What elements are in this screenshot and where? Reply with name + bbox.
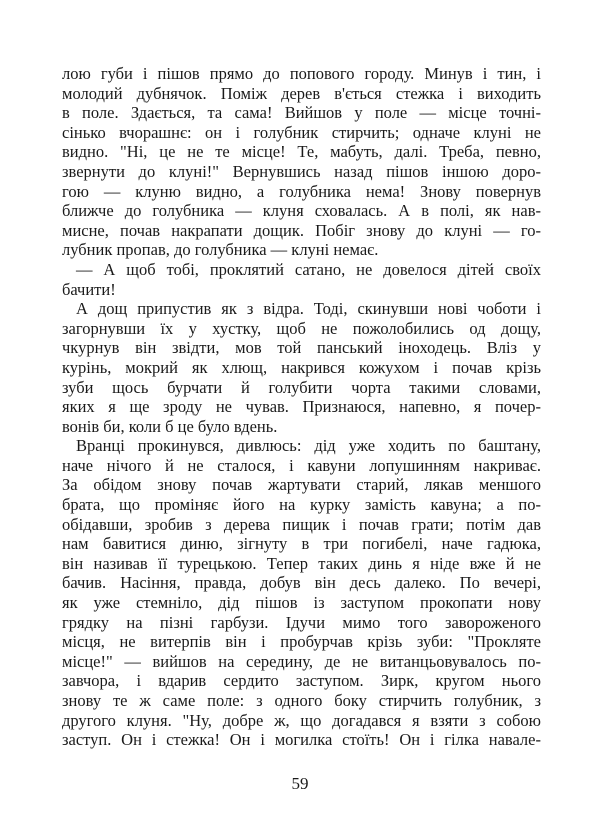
- text-line: молодий дубнячок. Поміж дерев в'ється стежка і виходить: [62, 83, 541, 103]
- text-line: другого клуня. "Ну, добре ж, що догадався я взяти з собою: [62, 710, 541, 730]
- text-line: яких я ще зроду не чував. Признаюся, напевно, я почер-: [62, 397, 541, 417]
- text-line: вонів би, коли б це було вдень.: [62, 416, 278, 436]
- text-line: ближче до голубника — клуня сховалась. А в полі, як нав-: [62, 201, 541, 221]
- text-line: гою — клуню видно, а голубника нема! Знову повернув: [62, 181, 541, 201]
- text-line: нам бавитися диню, зігнуту в три погибелі, наче гадюка,: [62, 534, 541, 554]
- text-line: За обідом знову почав жартувати старий, лякав меншого: [62, 475, 541, 495]
- text-line: А дощ припустив як з відра. Тоді, скинувши нові чоботи і: [76, 299, 541, 319]
- text-line: наче нічого й не сталося, і кавуни лопушинням накриває.: [62, 455, 541, 475]
- text-line: заступ. Он і стежка! Он і могилка стоїть! Он і гілка навале-: [62, 730, 541, 750]
- text-line: місце!" — вийшов на середину, де не витанцьовувалось по-: [62, 651, 541, 671]
- page-number: 59: [291, 774, 309, 793]
- text-line: як уже стемніло, дід пішов із заступом прокопати нову: [62, 593, 541, 613]
- text-line: сінько вчорашнє: он і голубник стирчить; одначе клуні не: [62, 122, 541, 142]
- text-line: місця, не витерпів він і пробурчав крізь зуби: "Прокляте: [62, 632, 541, 652]
- text-line: знову те ж саме поле: з одного боку стирчить голубник, з: [62, 691, 541, 710]
- text-line: загорнувши їх у хустку, щоб не пожолобились од дощу,: [62, 318, 541, 338]
- text-line: в поле. Здається, та сама! Вийшов у поле — місце точні-: [62, 103, 541, 123]
- text-line: бачив. Насіння, правда, добув він десь далеко. По вечері,: [62, 573, 541, 593]
- text-line: — А щоб тобі, проклятий сатано, не довелося дітей своїх: [76, 259, 541, 279]
- page-body-text: [62, 64, 541, 750]
- text-line: звернути до клуні!" Вернувшись назад пішов іншою доро-: [62, 161, 541, 181]
- text-line: завчора, і вдарив сердито заступом. Зирк, кругом нього: [62, 671, 541, 691]
- text-line: зуби щось бурчати й голубити чорта такими словами,: [62, 377, 541, 397]
- text-line: брата, що проміняє його на курку замість кавуна; а по-: [62, 495, 541, 515]
- text-line: він називав її турецькою. Тепер таких динь я ніде вже й не: [62, 553, 541, 573]
- text-line: курінь, мокрий як хлющ, накрився кожухом і почав крізь: [62, 357, 541, 377]
- text-line: обідавши, зробив з дерева пищик і почав грати; потім дав: [62, 514, 541, 534]
- text-line: мисне, почав накрапати дощик. Побіг знову до клуні — го-: [62, 220, 541, 240]
- text-line: лою губи і пішов прямо до попового городу. Минув і тин, і: [62, 64, 541, 83]
- text-line: чкурнув він звідти, мов той панський іноходець. Вліз у: [62, 338, 541, 358]
- text-line: Вранці прокинувся, дивлюсь: дід уже ходить по баштану,: [76, 436, 541, 456]
- text-line: лубник пропав, до голубника — клуні немає.: [62, 240, 379, 260]
- text-line: видно. "Ні, це не те місце! Те, мабуть, далі. Треба, певно,: [62, 142, 541, 162]
- text-line: бачити!: [62, 279, 116, 299]
- text-line: грядку на пізні гарбузи. Ідучи мимо того завороженого: [62, 612, 541, 632]
